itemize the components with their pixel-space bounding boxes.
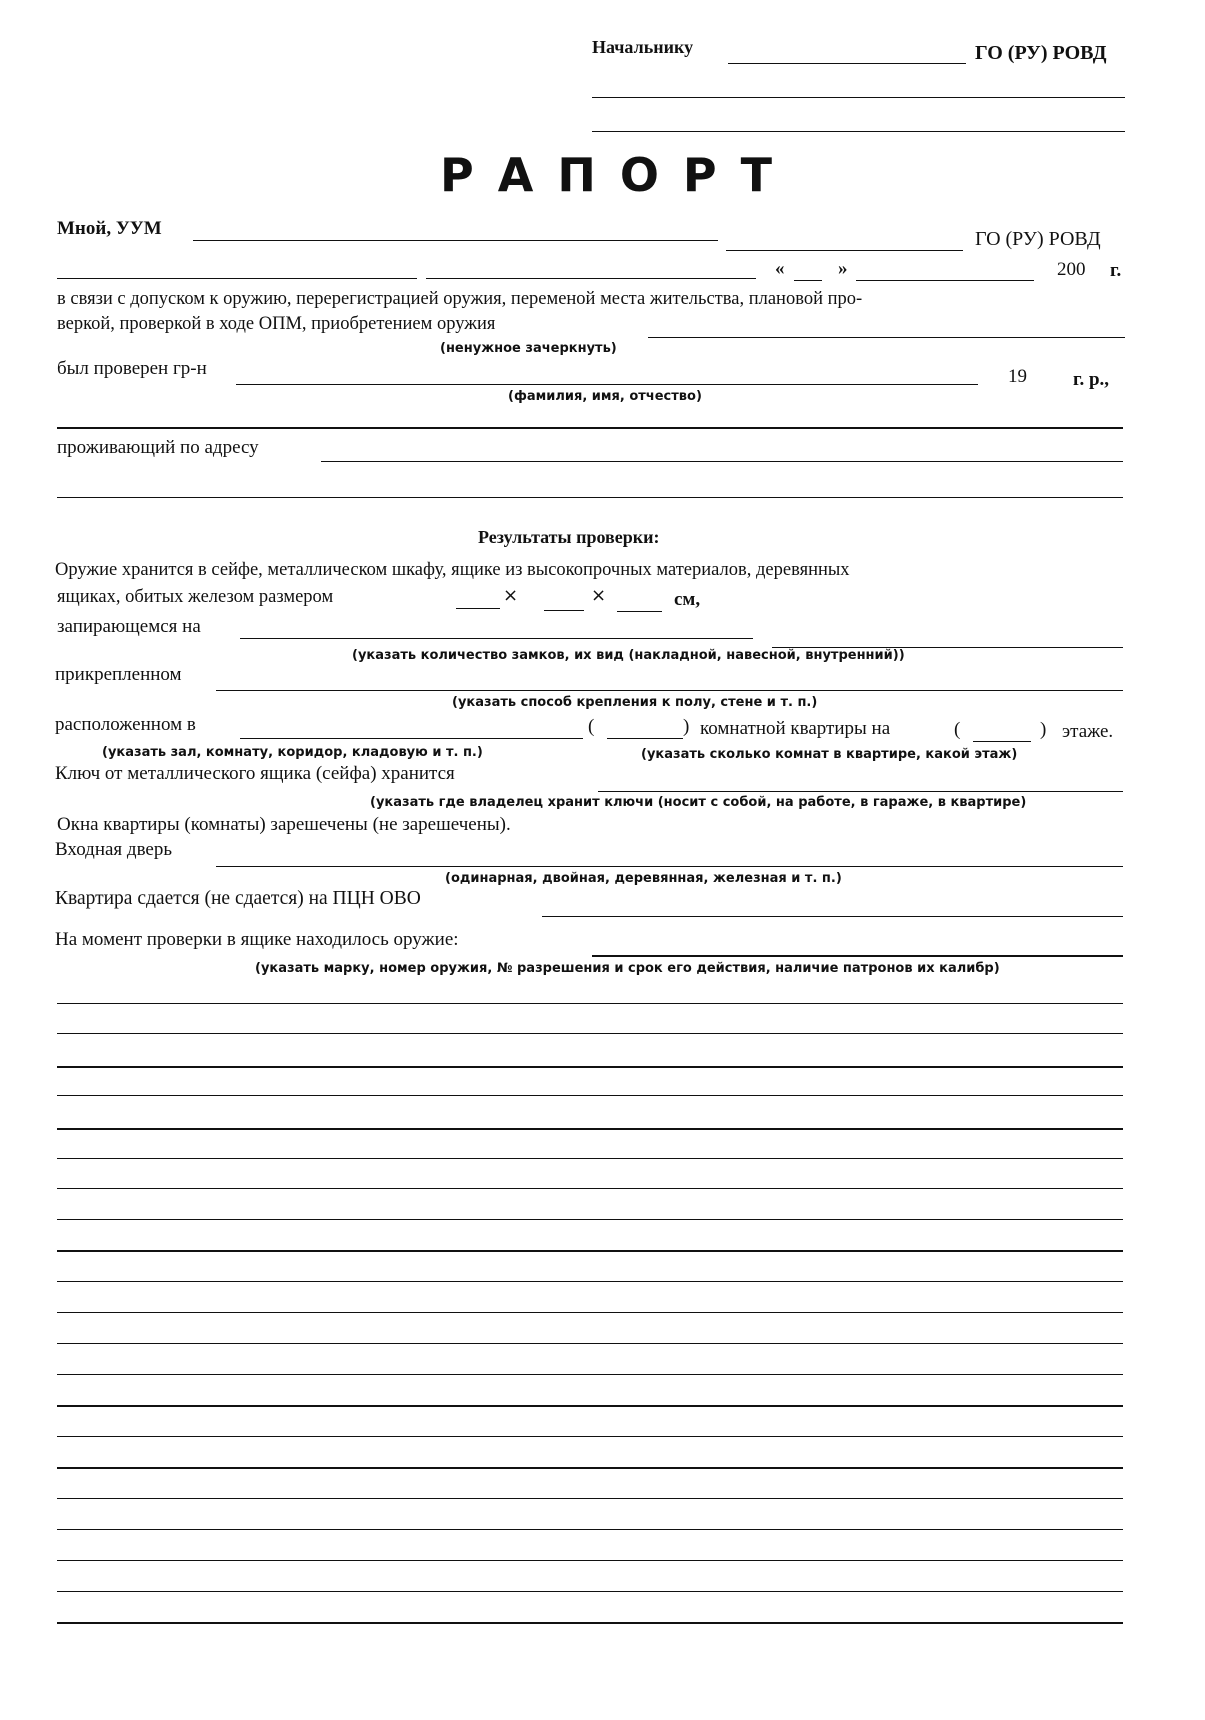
reason-line-2: веркой, проверкой в ходе ОПМ, приобретением оружия (57, 314, 496, 334)
weapon-line[interactable] (57, 1066, 1123, 1068)
weapon-line[interactable] (57, 1095, 1123, 1096)
size-length-line[interactable] (456, 608, 500, 609)
person-year-suffix: г. р., (1073, 369, 1110, 390)
weapon-line[interactable] (57, 1529, 1123, 1530)
rooms-paren-open: ( (588, 716, 595, 737)
apartment-line[interactable] (542, 916, 1123, 917)
chief-name-line[interactable] (728, 63, 966, 64)
person-label: был проверен гр-н (57, 358, 207, 379)
weapon-line[interactable] (57, 1188, 1123, 1189)
located-hint-2: (указать сколько комнат в квартире, какой этаж) (641, 747, 1018, 762)
address-line-1[interactable] (321, 461, 1123, 462)
by-officer-label: Мной, УУМ (57, 218, 162, 239)
weapon-line[interactable] (57, 1003, 1123, 1004)
person-line-2[interactable] (57, 427, 1123, 429)
weapon-line[interactable] (57, 1312, 1123, 1313)
results-title: Результаты проверки: (478, 527, 660, 547)
key-hint: (указать где владелец хранит ключи (носит с собой, на работе, в гараже, в квартире) (370, 795, 1027, 810)
weapon-line[interactable] (57, 1405, 1123, 1407)
floor-paren-open: ( (954, 719, 961, 740)
weapon-line-first[interactable] (592, 955, 1123, 957)
weapon-line[interactable] (57, 1343, 1123, 1344)
date-quote-open: « (775, 258, 785, 279)
located-label: расположенном в (55, 714, 196, 735)
fixed-label: прикрепленном (55, 664, 182, 685)
officer-dept-line[interactable] (726, 250, 963, 251)
weapon-line[interactable] (57, 1219, 1123, 1220)
size-width-line[interactable] (544, 610, 584, 611)
officer-name-line[interactable] (193, 240, 718, 241)
weapon-line[interactable] (57, 1560, 1123, 1561)
weapon-line[interactable] (57, 1436, 1123, 1437)
weapon-line[interactable] (57, 1281, 1123, 1282)
rooms-paren-close: ) (683, 716, 690, 737)
floor-text: этаже. (1062, 721, 1114, 742)
floor-line[interactable] (973, 741, 1031, 742)
storage-line-2: ящиках, обитых железом размером (57, 587, 334, 607)
rooms-text: комнатной квартиры на (700, 718, 891, 739)
floor-paren-close: ) (1040, 719, 1047, 740)
door-label: Входная дверь (55, 839, 173, 860)
locked-line-a[interactable] (240, 638, 753, 639)
reason-line[interactable] (648, 337, 1125, 338)
door-hint: (одинарная, двойная, деревянная, железная и т. п.) (445, 871, 842, 886)
key-line[interactable] (598, 791, 1123, 792)
header-dept: ГО (РУ) РОВД (975, 42, 1107, 64)
reason-line-1: в связи с допуском к оружию, перерегистрацией оружия, переменой места жительства, плановой про- (57, 289, 863, 309)
locked-label: запирающемся на (57, 616, 201, 637)
date-quote-close: » (838, 258, 848, 279)
weapon-line[interactable] (57, 1498, 1123, 1499)
weapon-hint: (указать марку, номер оружия, № разрешения и срок его действия, наличие патронов их калибр) (255, 961, 1000, 976)
person-year-prefix: 19 (1008, 366, 1027, 387)
chief-line-3[interactable] (592, 131, 1125, 132)
date-year-suffix: г. (1110, 260, 1122, 281)
weapon-line[interactable] (57, 1250, 1123, 1252)
storage-line-1: Оружие хранится в сейфе, металлическом шкафу, ящике из высокопрочных материалов, деревянных (55, 560, 850, 580)
locked-hint: (указать количество замков, их вид (накладной, навесной, внутренний)) (352, 648, 905, 663)
weapon-line[interactable] (57, 1374, 1123, 1375)
rooms-count-line[interactable] (607, 738, 683, 739)
weapon-label: На момент проверки в ящике находилось оружие: (55, 929, 459, 950)
intro-line-b[interactable] (426, 278, 756, 279)
key-label: Ключ от металлического ящика (сейфа) хранится (55, 763, 455, 784)
person-hint: (фамилия, имя, отчество) (508, 389, 702, 404)
page-title: РАПОРТ (440, 148, 797, 202)
person-name-line[interactable] (236, 384, 978, 385)
located-hint-1: (указать зал, комнату, коридор, кладовую и т. п.) (102, 745, 483, 760)
times-sign-1: × (503, 585, 519, 606)
fixed-hint: (указать способ крепления к полу, стене и т. п.) (452, 695, 818, 710)
date-day-line[interactable] (794, 280, 822, 281)
size-unit: см, (674, 589, 701, 610)
address-line-2[interactable] (57, 497, 1123, 498)
intro-dept: ГО (РУ) РОВД (975, 228, 1101, 250)
times-sign-2: × (591, 585, 607, 606)
weapon-line[interactable] (57, 1158, 1123, 1159)
date-year: 200 (1057, 259, 1086, 280)
door-line[interactable] (216, 866, 1123, 867)
weapon-line[interactable] (57, 1622, 1123, 1624)
weapon-line[interactable] (57, 1591, 1123, 1592)
to-chief-label: Начальнику (592, 37, 694, 57)
chief-line-2[interactable] (592, 97, 1125, 98)
located-line[interactable] (240, 738, 583, 739)
address-label: проживающий по адресу (57, 437, 259, 458)
apartment-text: Квартира сдается (не сдается) на ПЦН ОВО (55, 888, 421, 909)
fixed-line[interactable] (216, 690, 1123, 691)
size-height-line[interactable] (617, 611, 662, 612)
weapon-line[interactable] (57, 1467, 1123, 1469)
reason-hint: (ненужное зачеркнуть) (440, 341, 617, 356)
weapon-line[interactable] (57, 1033, 1123, 1034)
windows-text: Окна квартиры (комнаты) зарешечены (не зарешечены). (57, 814, 511, 835)
intro-line-a[interactable] (57, 278, 417, 279)
date-month-line[interactable] (856, 280, 1034, 281)
weapon-line[interactable] (57, 1128, 1123, 1130)
